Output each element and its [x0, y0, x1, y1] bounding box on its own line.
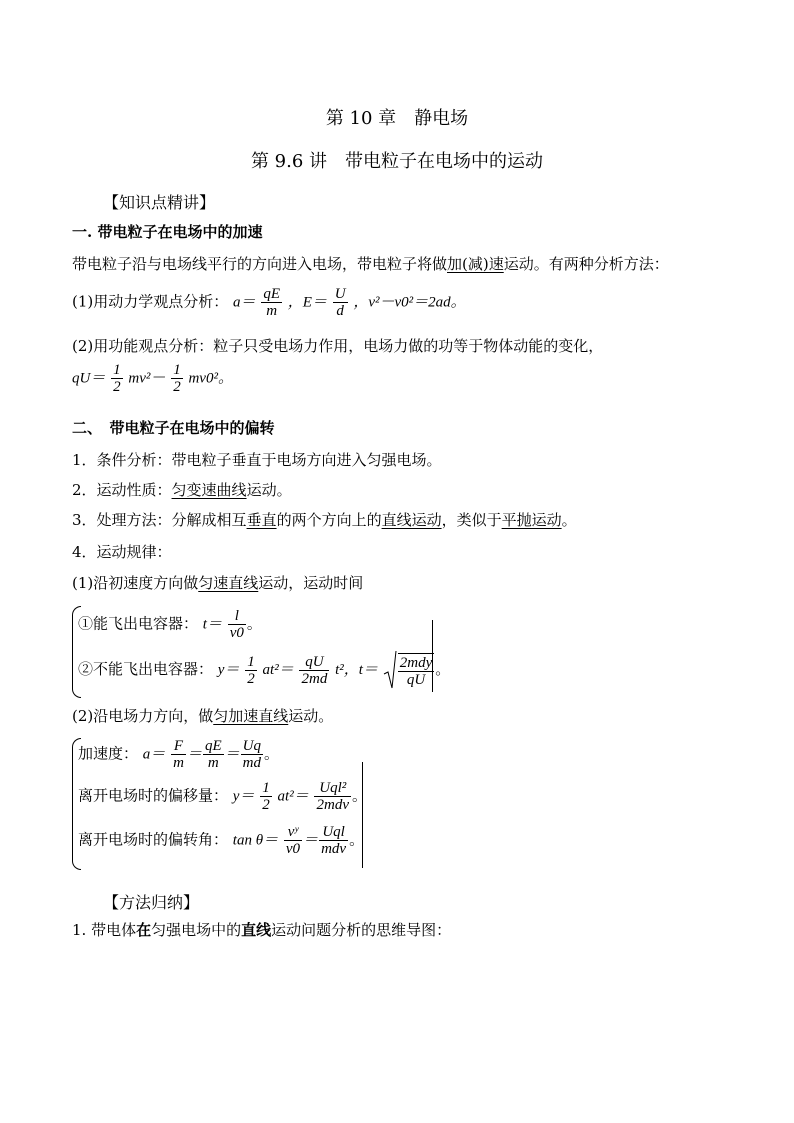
frac-den: 2md	[301, 670, 328, 687]
frac-den: qU	[406, 671, 426, 688]
frac-num: 1	[113, 362, 121, 378]
brace2-line2-y: y＝	[232, 788, 255, 805]
part1-heading: 一. 带电粒子在电场中的加速	[72, 223, 263, 241]
item3-underlined-3: 平抛运动	[501, 511, 562, 529]
frac-den: mdv	[321, 841, 347, 857]
method-item1-text-2: 匀强电场中的	[151, 921, 242, 939]
part1-intro-underlined: 加(减)速	[447, 255, 504, 273]
frac-num: vʸ	[284, 824, 302, 841]
frac-den: md	[242, 755, 261, 771]
part2-item3	[72, 510, 577, 530]
method2-mid: mv²－	[128, 370, 166, 387]
item3-text-end: 。	[561, 511, 577, 529]
equals-sign-3: ＝	[303, 832, 319, 849]
method1-formula-e: ，E＝	[287, 294, 327, 311]
equals-sign-2: ＝	[224, 746, 240, 763]
frac-den: 2	[247, 670, 255, 687]
frac-den: 2	[113, 379, 121, 395]
item3-text-3: ，类似于	[441, 511, 502, 529]
method-item1-bold: 在	[136, 921, 152, 939]
fraction-F-over-m	[171, 738, 186, 771]
frac-den: m	[173, 755, 184, 771]
method2-formula	[72, 362, 233, 395]
fraction-2mdy-over-qU	[398, 653, 435, 688]
fraction-half-4	[260, 780, 272, 813]
part2-item4: 4．运动规律：	[72, 543, 172, 561]
item3-underlined-1: 垂直	[246, 511, 277, 529]
method-item1	[72, 920, 451, 940]
brace1-line1-label: ①能飞出电容器：	[78, 614, 199, 633]
frac-num: 1	[262, 780, 270, 796]
fraction-qE-over-m-2	[203, 738, 224, 771]
brace1-line1	[78, 608, 262, 641]
fraction-l-over-v0	[228, 608, 246, 641]
frac-num: Uq	[242, 738, 261, 754]
rule2-underlined: 匀加速直线	[213, 707, 289, 725]
brace1-line2-y: y＝	[217, 662, 240, 678]
fraction-qU-over-2md	[299, 654, 329, 687]
frac-num: F	[171, 738, 186, 755]
method-item1-text-end: 运动问题分析的思维导图：	[271, 921, 452, 939]
brace2-line3-end: 。	[349, 830, 365, 849]
frac-num: 1	[247, 653, 255, 670]
frac-num: l	[228, 608, 246, 625]
frac-num: U	[334, 286, 346, 302]
method-item1-bold-2: 直线	[241, 921, 272, 939]
frac-num: qU	[299, 654, 329, 671]
frac-den: v0	[229, 625, 244, 641]
brace1-line2-end: 。	[435, 660, 451, 678]
equals-sign: ＝	[186, 746, 202, 763]
brace2-line1-end: 。	[263, 744, 279, 763]
part2-item1: 1．条件分析：带电粒子垂直于电场方向进入匀强电场。	[72, 451, 442, 469]
frac-num: qE	[263, 286, 280, 302]
brace2-line2-mid: at²＝	[277, 788, 309, 805]
sqrt-expression	[383, 650, 436, 690]
rule1-heading	[72, 573, 363, 593]
brace1-line2-t2: t²，t＝	[335, 662, 378, 678]
rule2-heading	[72, 706, 333, 726]
part1-intro-text-end: 运动。有两种分析方法：	[503, 255, 669, 273]
frac-num: 1	[173, 362, 181, 378]
frac-den: v0	[285, 841, 301, 857]
frac-den: m	[207, 755, 219, 771]
method-item1-text: 1. 带电体	[72, 921, 137, 939]
frac-den: m	[266, 303, 278, 319]
section-method-heading: 【方法归纳】	[103, 893, 200, 912]
part1-intro	[72, 254, 669, 274]
fraction-half-3	[245, 654, 257, 687]
frac-num: Uql	[319, 824, 348, 841]
item3-text: 3．处理方法：分解成相互	[72, 511, 247, 529]
item2-text: 2．运动性质：	[72, 481, 172, 499]
item3-underlined-2: 直线运动	[381, 511, 442, 529]
brace2-line3-label: 离开电场时的偏转角：	[78, 830, 229, 849]
part2-item2	[72, 480, 292, 500]
frac-num: 2mdy	[399, 654, 433, 671]
item2-text-end: 运动。	[246, 481, 292, 499]
item3-text-2: 的两个方向上的	[276, 511, 382, 529]
frac-num: qE	[204, 738, 222, 754]
frac-den: 2	[262, 797, 270, 813]
method1-formula-a: a＝	[233, 294, 256, 311]
brace1-line1-end: 。	[246, 614, 262, 633]
rule1-text: (1)沿初速度方向做	[72, 574, 199, 592]
brace1-line1-t: t＝	[202, 616, 222, 633]
frac-den: d	[336, 303, 344, 319]
frac-den: 2mdv	[316, 797, 349, 813]
fraction-Uq-over-md	[241, 738, 263, 771]
rule1-underlined: 匀速直线	[198, 574, 259, 592]
fraction-Uql2-over-2mdv	[314, 780, 351, 813]
lecture-title: 第 9.6 讲 带电粒子在电场中的运动	[250, 151, 544, 172]
frac-num: Uql²	[314, 780, 351, 797]
brace1-line2-label: ②不能飞出电容器：	[78, 660, 214, 678]
fraction-half	[111, 362, 123, 395]
fraction-vy-over-v0	[284, 824, 302, 857]
brace2-line1-a: a＝	[142, 746, 166, 763]
brace2-line1	[78, 738, 279, 771]
chapter-title: 第 10 章 静电场	[325, 108, 469, 129]
method2-label: (2)用功能观点分析：粒子只受电场力作用，电场力做的功等于物体动能的变化，	[72, 337, 604, 355]
sqrt-radical-icon	[383, 650, 397, 690]
fraction-half-2	[171, 362, 183, 395]
section-knowledge-heading: 【知识点精讲】	[103, 193, 216, 212]
method2-end: mv0²。	[188, 370, 233, 387]
brace2-line3	[78, 824, 364, 857]
brace2-line2-label: 离开电场时的偏移量：	[78, 786, 229, 805]
rule2-text: (2)沿电场力方向，做	[72, 707, 214, 725]
rule2-text-end: 运动。	[288, 707, 334, 725]
method1-label: (1)用动力学观点分析：	[72, 292, 229, 311]
rule1-text-end: 运动，运动时间	[258, 574, 364, 592]
method1-line	[72, 286, 466, 319]
fraction-qE-over-m	[261, 286, 282, 319]
brace1-line2	[78, 650, 450, 690]
method1-formula-v: ，v²－v0²＝2ad。	[353, 294, 466, 311]
fraction-U-over-d	[333, 286, 348, 319]
brace2-line2-end: 。	[351, 786, 367, 805]
item2-underlined: 匀变速曲线	[171, 481, 247, 499]
method2-lhs: qU＝	[72, 370, 106, 387]
brace1-line2-mid: at²＝	[262, 662, 294, 678]
brace2-line2	[78, 780, 367, 813]
brace2-line1-label: 加速度：	[78, 744, 139, 763]
part2-heading: 二、 带电粒子在电场中的偏转	[72, 419, 275, 437]
part1-intro-text: 带电粒子沿与电场线平行的方向进入电场，带电粒子将做	[72, 255, 448, 273]
brace2-line3-tan: tan θ＝	[232, 832, 279, 849]
frac-den: 2	[173, 379, 181, 395]
fraction-Uql-over-mdv	[319, 824, 348, 857]
